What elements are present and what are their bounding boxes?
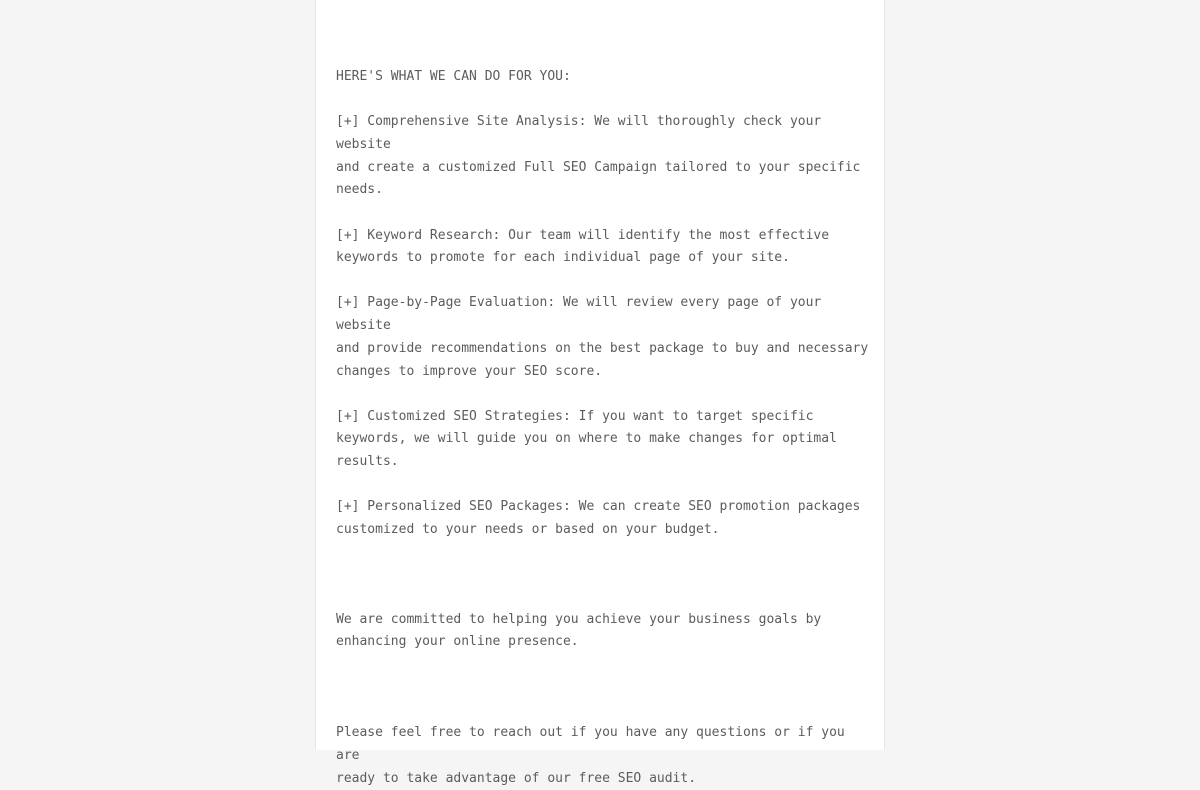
service-item-line: changes to improve your SEO score. [336, 363, 603, 379]
service-item-line: results. [336, 454, 399, 470]
service-item-line: and provide recommendations on the best package to buy and necessary [336, 340, 869, 356]
closing-paragraph [336, 722, 876, 790]
email-body-panel [315, 0, 885, 786]
service-item-seo-packages [336, 496, 876, 541]
service-item-line: [+] Keyword Research: Our team will identify the most effective [336, 227, 830, 243]
paragraph-line: ready to take advantage of our free SEO audit. [336, 770, 697, 786]
service-item-line: [+] Comprehensive Site Analysis: We will thoroughly check your website [336, 114, 822, 152]
service-item-line: customized to your needs or based on your budget. [336, 522, 720, 538]
service-item-site-analysis [336, 111, 876, 202]
email-content [336, 66, 876, 790]
paragraph-line: We are committed to helping you achieve your business goals by [336, 611, 822, 627]
service-item-seo-strategies [336, 406, 876, 474]
paragraph-line: Please feel free to reach out if you have any questions or if you are [336, 725, 845, 763]
service-item-line: and create a customized Full SEO Campaign tailored to your specific [336, 159, 861, 175]
service-item-line: keywords, we will guide you on where to make changes for optimal [336, 431, 837, 447]
service-item-line: [+] Customized SEO Strategies: If you want to target specific [336, 408, 814, 424]
service-item-keyword-research [336, 225, 876, 270]
service-item-page-evaluation [336, 292, 876, 383]
service-item-line: keywords to promote for each individual page of your site. [336, 250, 790, 266]
service-item-line: needs. [336, 182, 383, 198]
paragraph-line: enhancing your online presence. [336, 634, 579, 650]
commitment-paragraph [336, 609, 876, 654]
service-item-line: [+] Personalized SEO Packages: We can create SEO promotion packages [336, 499, 861, 515]
section-heading: HERE'S WHAT WE CAN DO FOR YOU: [336, 69, 571, 84]
service-item-line: [+] Page-by-Page Evaluation: We will review every page of your website [336, 295, 822, 334]
